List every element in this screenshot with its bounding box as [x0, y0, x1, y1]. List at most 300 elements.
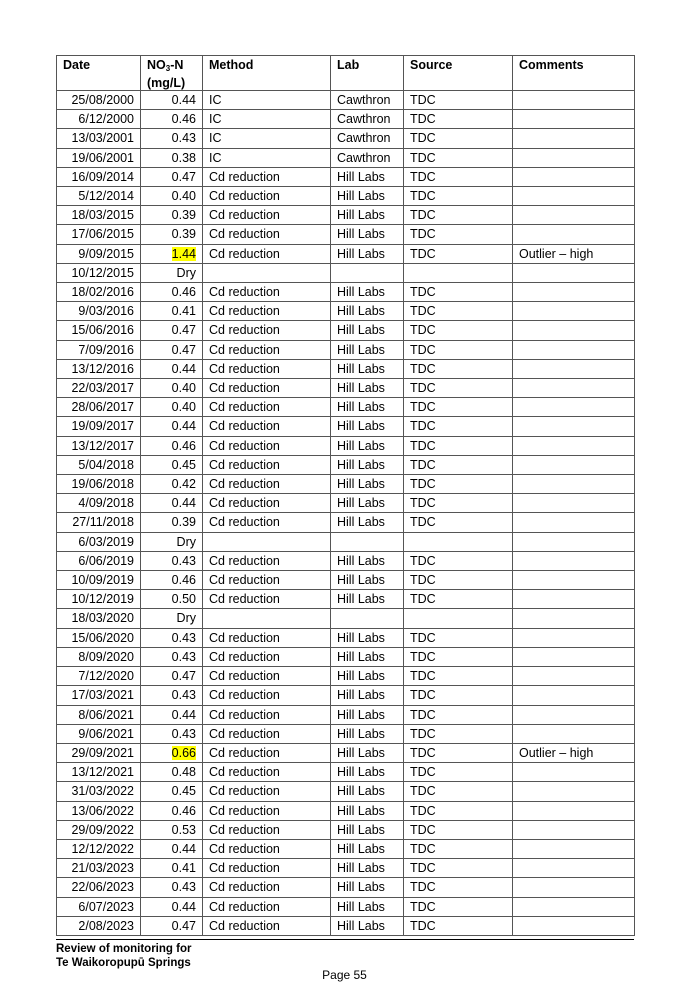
cell-method: Cd reduction [203, 321, 331, 340]
cell-comments [513, 455, 635, 474]
cell-lab: Cawthron [331, 91, 404, 110]
cell-source: TDC [404, 590, 513, 609]
cell-method [203, 532, 331, 551]
table-row [57, 436, 635, 455]
cell-source: TDC [404, 667, 513, 686]
cell-date: 29/09/2022 [57, 820, 141, 839]
cell-source: TDC [404, 686, 513, 705]
cell-comments: Outlier – high [513, 743, 635, 762]
cell-comments [513, 839, 635, 858]
table-row [57, 244, 635, 263]
cell-comments [513, 532, 635, 551]
cell-no3n: 0.39 [141, 513, 203, 532]
table-row [57, 398, 635, 417]
cell-date: 27/11/2018 [57, 513, 141, 532]
cell-no3n: 0.47 [141, 167, 203, 186]
cell-date: 8/06/2021 [57, 705, 141, 724]
table-row [57, 724, 635, 743]
cell-no3n: 0.43 [141, 724, 203, 743]
cell-no3n: 0.38 [141, 148, 203, 167]
cell-no3n: Dry [141, 609, 203, 628]
cell-source [404, 609, 513, 628]
footer-title-line2: Te Waikoropupū Springs [56, 957, 191, 969]
table-row [57, 263, 635, 282]
cell-comments [513, 340, 635, 359]
header-date: Date [57, 56, 141, 91]
cell-no3n: 0.41 [141, 302, 203, 321]
table-row [57, 167, 635, 186]
table-row [57, 302, 635, 321]
cell-lab: Cawthron [331, 129, 404, 148]
cell-no3n: 0.40 [141, 398, 203, 417]
table-row [57, 551, 635, 570]
cell-source: TDC [404, 283, 513, 302]
table-row [57, 110, 635, 129]
cell-no3n: 0.43 [141, 686, 203, 705]
cell-lab: Hill Labs [331, 359, 404, 378]
cell-lab: Hill Labs [331, 167, 404, 186]
header-comments: Comments [513, 56, 635, 91]
cell-date: 13/12/2021 [57, 763, 141, 782]
cell-method: Cd reduction [203, 283, 331, 302]
cell-date: 9/03/2016 [57, 302, 141, 321]
cell-comments [513, 494, 635, 513]
cell-comments [513, 167, 635, 186]
cell-comments [513, 647, 635, 666]
cell-method: Cd reduction [203, 494, 331, 513]
cell-method: Cd reduction [203, 628, 331, 647]
highlighted-value: 0.66 [171, 745, 196, 760]
cell-date: 29/09/2021 [57, 743, 141, 762]
cell-source: TDC [404, 244, 513, 263]
cell-date: 13/06/2022 [57, 801, 141, 820]
cell-method: Cd reduction [203, 359, 331, 378]
cell-source: TDC [404, 359, 513, 378]
header-source: Source [404, 56, 513, 91]
cell-lab: Hill Labs [331, 225, 404, 244]
cell-date: 6/03/2019 [57, 532, 141, 551]
cell-source: TDC [404, 916, 513, 935]
cell-comments [513, 801, 635, 820]
table-row [57, 455, 635, 474]
cell-date: 21/03/2023 [57, 859, 141, 878]
cell-lab: Hill Labs [331, 590, 404, 609]
cell-lab [331, 532, 404, 551]
cell-method: Cd reduction [203, 379, 331, 398]
cell-method: Cd reduction [203, 417, 331, 436]
cell-no3n: 0.46 [141, 801, 203, 820]
cell-date: 5/12/2014 [57, 187, 141, 206]
table-row [57, 628, 635, 647]
cell-comments [513, 206, 635, 225]
cell-no3n: 0.42 [141, 475, 203, 494]
cell-method: Cd reduction [203, 590, 331, 609]
cell-lab: Hill Labs [331, 571, 404, 590]
cell-lab: Hill Labs [331, 859, 404, 878]
cell-method: Cd reduction [203, 878, 331, 897]
cell-lab: Hill Labs [331, 878, 404, 897]
table-row [57, 763, 635, 782]
cell-no3n: 0.45 [141, 455, 203, 474]
cell-method: Cd reduction [203, 916, 331, 935]
cell-source: TDC [404, 129, 513, 148]
page-number: Page 55 [322, 968, 367, 982]
cell-source: TDC [404, 647, 513, 666]
cell-comments [513, 724, 635, 743]
cell-no3n: 0.44 [141, 417, 203, 436]
cell-source: TDC [404, 206, 513, 225]
cell-no3n: 0.43 [141, 628, 203, 647]
cell-no3n: 0.40 [141, 187, 203, 206]
cell-lab: Hill Labs [331, 321, 404, 340]
cell-no3n: 0.53 [141, 820, 203, 839]
cell-date: 12/12/2022 [57, 839, 141, 858]
cell-method: Cd reduction [203, 801, 331, 820]
cell-method: Cd reduction [203, 206, 331, 225]
cell-date: 10/12/2015 [57, 263, 141, 282]
table-header-row [57, 56, 635, 91]
cell-source: TDC [404, 878, 513, 897]
cell-no3n: 0.45 [141, 782, 203, 801]
cell-method: Cd reduction [203, 513, 331, 532]
cell-source: TDC [404, 187, 513, 206]
cell-no3n: 0.44 [141, 705, 203, 724]
cell-no3n: 0.50 [141, 590, 203, 609]
cell-date: 18/02/2016 [57, 283, 141, 302]
cell-lab: Cawthron [331, 110, 404, 129]
header-no3n-main: NO [147, 58, 166, 72]
cell-lab: Hill Labs [331, 551, 404, 570]
cell-date: 31/03/2022 [57, 782, 141, 801]
cell-comments [513, 820, 635, 839]
cell-source: TDC [404, 782, 513, 801]
cell-no3n: 0.46 [141, 571, 203, 590]
cell-date: 22/03/2017 [57, 379, 141, 398]
table-row [57, 609, 635, 628]
cell-no3n: 0.39 [141, 206, 203, 225]
cell-lab: Hill Labs [331, 187, 404, 206]
cell-comments [513, 263, 635, 282]
cell-method: Cd reduction [203, 859, 331, 878]
cell-source: TDC [404, 801, 513, 820]
cell-lab: Hill Labs [331, 379, 404, 398]
table-body [57, 91, 635, 936]
cell-method: Cd reduction [203, 571, 331, 590]
cell-source: TDC [404, 897, 513, 916]
cell-no3n: 0.40 [141, 379, 203, 398]
cell-lab: Hill Labs [331, 820, 404, 839]
cell-no3n: 0.43 [141, 878, 203, 897]
cell-lab: Hill Labs [331, 475, 404, 494]
cell-method: Cd reduction [203, 647, 331, 666]
cell-date: 9/09/2015 [57, 244, 141, 263]
table-row [57, 187, 635, 206]
cell-source: TDC [404, 494, 513, 513]
header-no3n-suffix: -N [170, 58, 184, 72]
cell-method: Cd reduction [203, 167, 331, 186]
cell-date: 17/03/2021 [57, 686, 141, 705]
cell-source: TDC [404, 225, 513, 244]
table-row [57, 647, 635, 666]
cell-source: TDC [404, 724, 513, 743]
cell-method: IC [203, 110, 331, 129]
cell-no3n: 0.41 [141, 859, 203, 878]
cell-date: 6/06/2019 [57, 551, 141, 570]
cell-method: IC [203, 129, 331, 148]
cell-date: 13/12/2017 [57, 436, 141, 455]
cell-date: 2/08/2023 [57, 916, 141, 935]
cell-lab: Hill Labs [331, 340, 404, 359]
cell-no3n: Dry [141, 532, 203, 551]
cell-no3n [141, 743, 203, 762]
table-row [57, 859, 635, 878]
cell-method: Cd reduction [203, 551, 331, 570]
cell-method: Cd reduction [203, 782, 331, 801]
cell-comments [513, 513, 635, 532]
cell-date: 15/06/2020 [57, 628, 141, 647]
cell-no3n: 0.44 [141, 359, 203, 378]
cell-method: Cd reduction [203, 225, 331, 244]
table-row [57, 513, 635, 532]
cell-comments [513, 859, 635, 878]
cell-comments [513, 667, 635, 686]
cell-lab: Hill Labs [331, 916, 404, 935]
table-row [57, 782, 635, 801]
cell-date: 6/07/2023 [57, 897, 141, 916]
cell-source: TDC [404, 743, 513, 762]
cell-method: Cd reduction [203, 839, 331, 858]
cell-source: TDC [404, 763, 513, 782]
cell-comments [513, 897, 635, 916]
cell-lab: Hill Labs [331, 513, 404, 532]
cell-no3n: 0.47 [141, 667, 203, 686]
cell-lab: Hill Labs [331, 763, 404, 782]
highlighted-value: 1.44 [171, 246, 196, 261]
cell-no3n: 0.48 [141, 763, 203, 782]
cell-no3n: 0.46 [141, 110, 203, 129]
cell-method: Cd reduction [203, 667, 331, 686]
cell-lab: Hill Labs [331, 839, 404, 858]
cell-no3n: 0.39 [141, 225, 203, 244]
cell-lab: Cawthron [331, 148, 404, 167]
table-row [57, 206, 635, 225]
table-row [57, 590, 635, 609]
cell-comments [513, 571, 635, 590]
cell-no3n: 0.47 [141, 340, 203, 359]
cell-lab [331, 263, 404, 282]
cell-no3n: 0.46 [141, 283, 203, 302]
cell-no3n: 0.44 [141, 839, 203, 858]
cell-no3n: 0.44 [141, 897, 203, 916]
table-row [57, 340, 635, 359]
cell-date: 19/06/2001 [57, 148, 141, 167]
cell-method: Cd reduction [203, 475, 331, 494]
table-row [57, 321, 635, 340]
table-row [57, 91, 635, 110]
cell-method: Cd reduction [203, 724, 331, 743]
cell-comments [513, 187, 635, 206]
cell-comments [513, 129, 635, 148]
cell-comments [513, 763, 635, 782]
cell-date: 7/12/2020 [57, 667, 141, 686]
table-row [57, 801, 635, 820]
cell-date: 19/06/2018 [57, 475, 141, 494]
cell-source: TDC [404, 839, 513, 858]
table-row [57, 571, 635, 590]
cell-comments [513, 475, 635, 494]
cell-source: TDC [404, 340, 513, 359]
cell-no3n: 0.44 [141, 91, 203, 110]
table-row [57, 494, 635, 513]
cell-method: Cd reduction [203, 686, 331, 705]
table-row [57, 878, 635, 897]
cell-comments [513, 628, 635, 647]
cell-source: TDC [404, 321, 513, 340]
cell-date: 5/04/2018 [57, 455, 141, 474]
cell-method [203, 263, 331, 282]
cell-date: 18/03/2015 [57, 206, 141, 225]
nitrate-monitoring-table [56, 55, 635, 936]
cell-method: Cd reduction [203, 187, 331, 206]
cell-method: Cd reduction [203, 897, 331, 916]
table-row [57, 129, 635, 148]
cell-source: TDC [404, 859, 513, 878]
cell-method: Cd reduction [203, 820, 331, 839]
cell-comments [513, 91, 635, 110]
cell-comments [513, 225, 635, 244]
table-row [57, 283, 635, 302]
cell-method: Cd reduction [203, 302, 331, 321]
table-row [57, 705, 635, 724]
cell-date: 25/08/2000 [57, 91, 141, 110]
cell-source: TDC [404, 379, 513, 398]
cell-date: 18/03/2020 [57, 609, 141, 628]
cell-lab: Hill Labs [331, 705, 404, 724]
cell-source: TDC [404, 398, 513, 417]
cell-source: TDC [404, 110, 513, 129]
cell-date: 13/03/2001 [57, 129, 141, 148]
cell-method: Cd reduction [203, 705, 331, 724]
cell-comments [513, 551, 635, 570]
cell-date: 8/09/2020 [57, 647, 141, 666]
table-row [57, 475, 635, 494]
cell-method: Cd reduction [203, 340, 331, 359]
cell-no3n: 0.47 [141, 321, 203, 340]
cell-method: Cd reduction [203, 398, 331, 417]
table-row [57, 225, 635, 244]
cell-source: TDC [404, 551, 513, 570]
cell-comments [513, 705, 635, 724]
cell-comments [513, 417, 635, 436]
cell-method: Cd reduction [203, 436, 331, 455]
cell-lab: Hill Labs [331, 743, 404, 762]
table-row [57, 417, 635, 436]
cell-comments [513, 436, 635, 455]
table-row [57, 820, 635, 839]
table-row [57, 839, 635, 858]
cell-method: IC [203, 148, 331, 167]
cell-method [203, 609, 331, 628]
cell-date: 6/12/2000 [57, 110, 141, 129]
cell-lab: Hill Labs [331, 686, 404, 705]
cell-source: TDC [404, 628, 513, 647]
cell-lab: Hill Labs [331, 782, 404, 801]
cell-date: 16/09/2014 [57, 167, 141, 186]
table-row [57, 148, 635, 167]
cell-date: 7/09/2016 [57, 340, 141, 359]
cell-comments [513, 398, 635, 417]
cell-lab: Hill Labs [331, 647, 404, 666]
table-row [57, 897, 635, 916]
cell-method: IC [203, 91, 331, 110]
footer-divider [56, 939, 634, 940]
cell-comments [513, 916, 635, 935]
cell-lab: Hill Labs [331, 801, 404, 820]
cell-date: 4/09/2018 [57, 494, 141, 513]
table-row [57, 667, 635, 686]
cell-comments [513, 590, 635, 609]
header-no3n [141, 56, 203, 91]
cell-no3n: 0.46 [141, 436, 203, 455]
cell-date: 15/06/2016 [57, 321, 141, 340]
cell-source: TDC [404, 475, 513, 494]
cell-date: 13/12/2016 [57, 359, 141, 378]
cell-lab: Hill Labs [331, 283, 404, 302]
cell-source: TDC [404, 302, 513, 321]
cell-lab: Hill Labs [331, 302, 404, 321]
table-row [57, 532, 635, 551]
cell-lab [331, 609, 404, 628]
cell-no3n: 0.44 [141, 494, 203, 513]
cell-source: TDC [404, 148, 513, 167]
cell-no3n: 0.43 [141, 647, 203, 666]
cell-comments [513, 878, 635, 897]
cell-method: Cd reduction [203, 743, 331, 762]
cell-date: 10/09/2019 [57, 571, 141, 590]
cell-source: TDC [404, 91, 513, 110]
cell-lab: Hill Labs [331, 494, 404, 513]
cell-no3n: 0.43 [141, 129, 203, 148]
cell-no3n: 0.47 [141, 916, 203, 935]
cell-date: 17/06/2015 [57, 225, 141, 244]
cell-source [404, 532, 513, 551]
cell-date: 22/06/2023 [57, 878, 141, 897]
cell-lab: Hill Labs [331, 206, 404, 225]
cell-date: 10/12/2019 [57, 590, 141, 609]
cell-source: TDC [404, 167, 513, 186]
table-row [57, 743, 635, 762]
cell-no3n: 0.43 [141, 551, 203, 570]
table-row [57, 379, 635, 398]
cell-lab: Hill Labs [331, 724, 404, 743]
table-row [57, 359, 635, 378]
cell-comments [513, 782, 635, 801]
cell-no3n [141, 244, 203, 263]
header-no3n-unit: (mg/L) [147, 76, 186, 90]
cell-lab: Hill Labs [331, 628, 404, 647]
cell-method: Cd reduction [203, 455, 331, 474]
cell-lab: Hill Labs [331, 244, 404, 263]
cell-source: TDC [404, 455, 513, 474]
header-lab: Lab [331, 56, 404, 91]
cell-date: 19/09/2017 [57, 417, 141, 436]
table-row [57, 686, 635, 705]
table-row [57, 916, 635, 935]
cell-source: TDC [404, 820, 513, 839]
cell-comments [513, 379, 635, 398]
cell-source [404, 263, 513, 282]
cell-lab: Hill Labs [331, 455, 404, 474]
